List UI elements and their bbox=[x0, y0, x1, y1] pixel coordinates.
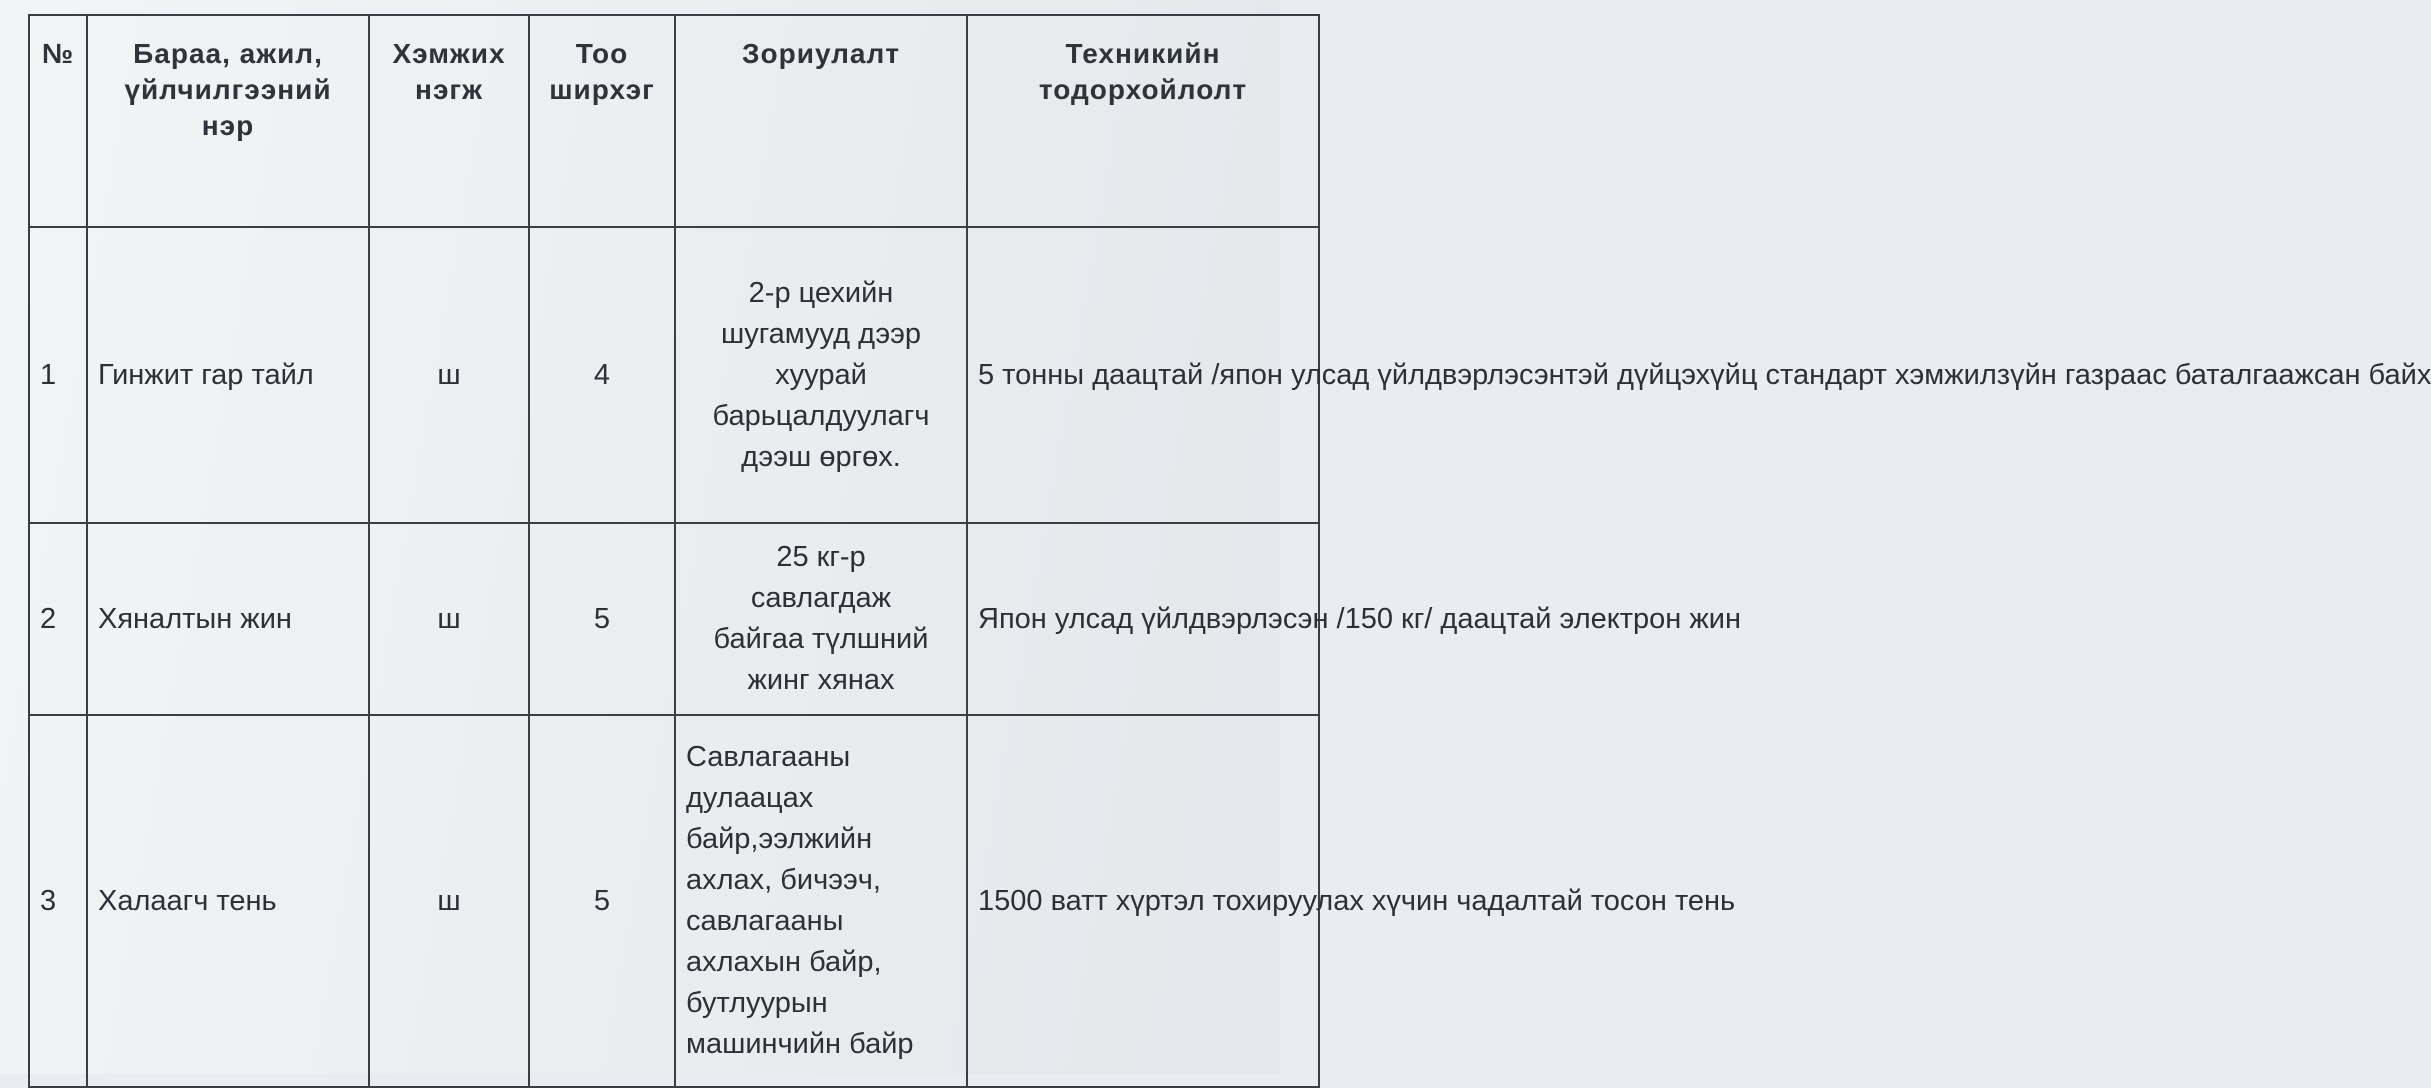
header-item-name: Бараа, ажил, үйлчилгээний нэр bbox=[87, 15, 369, 227]
technical-spec-cell: 1500 ватт хүртэл тохируулах хүчин чадалтай тосон тень bbox=[967, 715, 1319, 1087]
table-row bbox=[29, 523, 1319, 715]
header-quantity: Тоо ширхэг bbox=[529, 15, 675, 227]
purpose-cell: 2-р цехийн шугамууд дээр хуурай барьцалдуулагч дээш өргөх. bbox=[675, 227, 967, 523]
item-name: Хяналтын жин bbox=[87, 523, 369, 715]
table-header-row bbox=[29, 15, 1319, 227]
row-number: 3 bbox=[29, 715, 87, 1087]
header-unit: Хэмжих нэгж bbox=[369, 15, 529, 227]
quantity-cell: 5 bbox=[529, 523, 675, 715]
header-purpose: Зориулалт bbox=[675, 15, 967, 227]
header-technical-spec: Техникийн тодорхойлолт bbox=[967, 15, 1319, 227]
row-number: 2 bbox=[29, 523, 87, 715]
purpose-cell: Савлагааны дулаацах байр,ээлжийн ахлах, бичээч, савлагааны ахлахын байр, бутлуурын машинчийн байр bbox=[675, 715, 967, 1087]
technical-spec-cell: Япон улсад үйлдвэрлэсэн /150 кг/ даацтай электрон жин bbox=[967, 523, 1319, 715]
quantity-cell: 4 bbox=[529, 227, 675, 523]
technical-spec-cell: 5 тонны даацтай /япон улсад үйлдвэрлэсэнтэй дүйцэхүйц стандарт хэмжилзүйн газраас баталгаажсан байх bbox=[967, 227, 1319, 523]
unit-cell: ш bbox=[369, 227, 529, 523]
item-name: Халаагч тень bbox=[87, 715, 369, 1087]
table-row bbox=[29, 227, 1319, 523]
purpose-cell: 25 кг-р савлагдаж байгаа түлшний жинг хянах bbox=[675, 523, 967, 715]
unit-cell: ш bbox=[369, 523, 529, 715]
item-name: Гинжит гар тайл bbox=[87, 227, 369, 523]
unit-cell: ш bbox=[369, 715, 529, 1087]
row-number: 1 bbox=[29, 227, 87, 523]
specification-table bbox=[28, 14, 2431, 1088]
table-row bbox=[29, 715, 1319, 1087]
header-number: № bbox=[29, 15, 87, 227]
quantity-cell: 5 bbox=[529, 715, 675, 1087]
